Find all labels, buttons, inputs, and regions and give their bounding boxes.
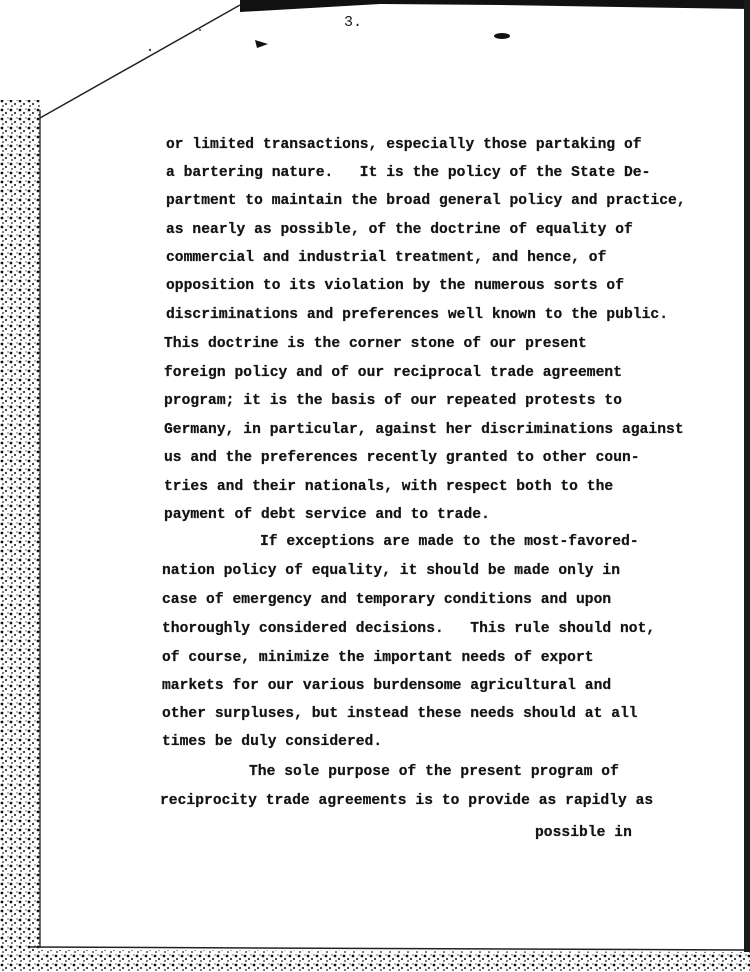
text-line: This doctrine is the corner stone of our present — [164, 336, 587, 352]
text-line: foreign policy and of our reciprocal trade agreement — [164, 365, 622, 381]
text-line: thoroughly considered decisions. This rule should not, — [162, 621, 656, 637]
text-line: commercial and industrial treatment, and hence, of — [166, 250, 607, 266]
text-line: program; it is the basis of our repeated protests to — [164, 393, 622, 409]
text-line: times be duly considered. — [162, 734, 383, 750]
text-line: reciprocity trade agreements is to provide as rapidly as — [160, 793, 654, 809]
text-line: The sole purpose of the present program of — [249, 764, 619, 780]
text-line: case of emergency and temporary conditions and upon — [162, 592, 612, 608]
text-line: of course, minimize the important needs of export — [162, 650, 594, 666]
text-line: us and the preferences recently granted to other coun- — [164, 450, 640, 466]
text-line: nation policy of equality, it should be made only in — [162, 563, 620, 579]
text-line: If exceptions are made to the most-favored- — [260, 534, 639, 550]
page-number: 3. — [344, 14, 363, 31]
text-line: discriminations and preferences well known to the public. — [166, 307, 669, 323]
text-line: partment to maintain the broad general policy and practice, — [166, 193, 686, 209]
text-line: payment of debt service and to trade. — [164, 507, 490, 523]
text-line: Germany, in particular, against her discriminations against — [164, 422, 684, 438]
text-line: opposition to its violation by the numerous sorts of — [166, 278, 624, 294]
text-line: markets for our various burdensome agricultural and — [162, 678, 612, 694]
text-line: possible in — [535, 825, 632, 841]
text-line: other surpluses, but instead these needs should at all — [162, 706, 638, 722]
text-line: a bartering nature. It is the policy of the State De- — [166, 165, 651, 181]
text-line: tries and their nationals, with respect both to the — [164, 479, 614, 495]
text-line: as nearly as possible, of the doctrine of equality of — [166, 222, 633, 238]
text-line: or limited transactions, especially those partaking of — [166, 137, 642, 153]
